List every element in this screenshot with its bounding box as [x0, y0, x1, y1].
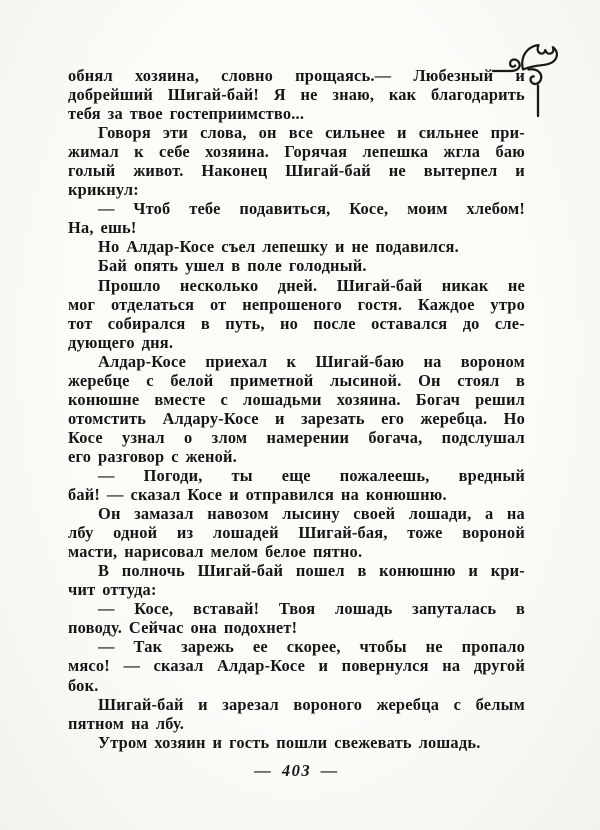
text-line: бай! — сказал Косе и отправился на конюшню.: [68, 485, 447, 505]
text-line: — Погоди, ты еще пожалеешь, вредный: [98, 465, 525, 485]
text-line: жимал к себе хозяина. Горячая лепешка жгла баю: [68, 142, 525, 162]
text-line: его разговор с женой.: [68, 446, 237, 466]
text-line: жеребце с белой приметной лысиной. Он стоял в: [68, 370, 525, 390]
text-line: Но Алдар-Косе съел лепешку и не подавился.: [98, 237, 459, 257]
text-line: отомстить Алдару-Косе и зарезать его жеребца. Но: [68, 408, 525, 428]
text-line: Говоря эти слова, он все сильнее и сильнее при-: [98, 123, 525, 143]
text-line: голый живот. Наконец Шигай-бай не вытерпел и: [68, 161, 525, 181]
text-line: — Так зарежь ее скорее, чтобы не пропало: [98, 637, 525, 657]
text-line: добрейший Шигай-бай! Я не знаю, как благодарить: [68, 85, 525, 105]
text-line: тебя за твое гостеприимство...: [68, 104, 305, 124]
text-line: Прошло несколько дней. Шигай-бай никак не: [98, 275, 525, 295]
text-line: На, ешь!: [68, 218, 137, 238]
text-line: Косе узнал о злом намерении богача, подслушал: [68, 427, 525, 447]
text-line: — Чтоб тебе подавиться, Косе, моим хлебом!: [98, 199, 525, 219]
text-line: пятном на лбу.: [68, 713, 185, 733]
text-line: мог отделаться от непрошеного гостя. Каждое утро: [68, 294, 525, 314]
text-line: дующего дня.: [68, 332, 174, 352]
text-line: — Косе, вставай! Твоя лошадь запуталась в: [98, 599, 525, 619]
text-line: масти, нарисовал мелом белое пятно.: [68, 542, 363, 562]
text-line: тот собирался в путь, но после оставался до сле-: [68, 313, 525, 333]
text-line: В полночь Шигай-бай пошел в конюшню и кри-: [98, 561, 525, 581]
text-line: Утром хозяин и гость пошли свежевать лошадь.: [98, 732, 481, 752]
text-line: крикнул:: [68, 180, 139, 200]
text-line: конюшне вместе с лошадьми хозяина. Богач решил: [68, 389, 525, 409]
text-line: лбу одной из лошадей Шигай-бая, тоже вороной: [68, 523, 525, 543]
text-line: чит оттуда:: [68, 580, 157, 600]
text-line: обнял хозяина, словно прощаясь.— Любезный и: [68, 66, 525, 85]
text-line: поводу. Сейчас она подохнет!: [68, 618, 298, 638]
page-number: — 403 —: [254, 761, 339, 780]
text-line: Бай опять ушел в поле голодный.: [98, 256, 367, 276]
text-line: бок.: [68, 675, 99, 695]
text-line: мясо! — сказал Алдар-Косе и повернулся на другой: [68, 656, 525, 676]
text-line: Алдар-Косе приехал к Шигай-баю на вороном: [98, 351, 525, 371]
text-block: [68, 66, 525, 752]
text-line: Шигай-бай и зарезал вороного жеребца с белым: [98, 694, 525, 714]
text-line: Он замазал навозом лысину своей лошади, а на: [98, 504, 525, 524]
